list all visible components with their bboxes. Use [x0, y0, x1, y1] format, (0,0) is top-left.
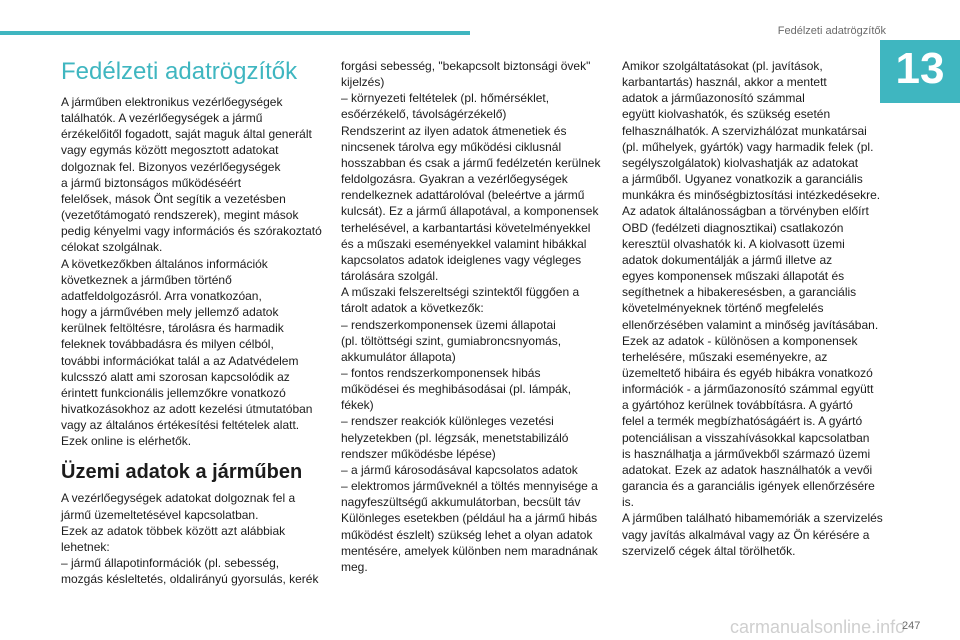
- text-line: egyes komponensek műszaki állapotát és: [622, 269, 845, 284]
- text-line: (pl. töltöttségi szint, gumiabroncsnyomás,: [341, 333, 562, 348]
- text-line: ellenőrzésében valamint a minőség javításában.: [622, 317, 879, 332]
- column-2: [341, 58, 604, 575]
- text-line: – rendszer reakciók különleges vezetési: [341, 414, 554, 429]
- text-line: felel a termék megbízhatóságáért is. A gyártó: [622, 414, 863, 429]
- text-line: terhelésére, műszaki eseményekre, az: [622, 349, 828, 364]
- text-line: helyzetekben (pl. légzsák, menetstabilizáló: [341, 430, 569, 445]
- text-line: meg.: [341, 559, 368, 574]
- column-1: [61, 58, 324, 587]
- text-line: feldolgozásra. Gyakran a vezérlőegységek: [341, 172, 568, 187]
- text-line: Amikor szolgáltatásokat (pl. javítások,: [622, 59, 823, 73]
- text-line: keresztül olvashatók ki. A kiolvasott üzemi: [622, 236, 845, 251]
- text-line: (pl. műhelyek, gyártók) vagy harmadik felek (pl.: [622, 139, 874, 154]
- text-line: – a jármű károsodásával kapcsolatos adatok: [341, 462, 578, 477]
- text-line: is.: [622, 495, 634, 510]
- text-line: fékek): [341, 398, 374, 413]
- text-line: segíthetnek a hibakeresésben, a garanciális: [622, 285, 857, 300]
- text-line: – rendszerkomponensek üzemi állapotai: [341, 317, 556, 332]
- text-line: működést észlelt) szükség lehet a olyan adatok: [341, 527, 593, 542]
- watermark: carmanualsonline.info: [730, 617, 906, 637]
- column-3: [622, 58, 887, 559]
- text-line: A következőkben általános információk: [61, 256, 268, 271]
- text-line: feleknek továbbadásra és milyen célból,: [61, 337, 274, 352]
- text-line: adatfeldolgozásról. Arra vonatkozóan,: [61, 288, 262, 303]
- text-line: akkumulátor állapota): [341, 349, 456, 364]
- text-line: segélyszolgálatok) kiolvashatják az adatokat: [622, 155, 859, 170]
- text-line: érintett funkcionális jellemzőkre vonatkozó: [61, 385, 286, 400]
- text-line: felhasználhatók. A szervizhálózat munkatársai: [622, 123, 867, 138]
- text-line: (vezetőtámogató rendszerek), megint mások: [61, 208, 299, 223]
- text-line: dolgoznak fel. Bizonyos vezérlőegységek: [61, 159, 281, 174]
- text-line: is használhatja a járművekből származó üzemi: [622, 446, 871, 461]
- text-line: OBD (fedélzeti diagnosztikai) csatlakozón: [622, 220, 844, 235]
- text-line: és a műszaki eseményekkel valamint hibákkal: [341, 236, 587, 251]
- text-line: – fontos rendszerkomponensek hibás: [341, 365, 541, 380]
- text-line: A vezérlőegységek adatokat dolgoznak fel a: [61, 491, 296, 506]
- text-line: szervizelő cégek által törölhetők.: [622, 543, 796, 558]
- text-line: követelményeknek történő megfelelés: [622, 301, 824, 316]
- text-line: kulcsszó alatt ami szorosan kapcsolódik az: [61, 369, 290, 384]
- text-line: karbantartás) használ, akkor a mentett: [622, 75, 827, 90]
- text-line: A járműben elektronikus vezérlőegységek: [61, 95, 283, 109]
- text-line: jármű üzemeltetésével kapcsolatban.: [61, 507, 259, 522]
- text-line: kapcsolatos adatok ideiglenes vagy végleges: [341, 252, 582, 267]
- text-line: Az adatok általánosságban a törvényben előírt: [622, 204, 869, 219]
- text-line: következnek a járműben történő: [61, 272, 232, 287]
- section-title: Üzemi adatok a járműben: [61, 461, 303, 484]
- column-1-section-body: [61, 490, 324, 587]
- column-2-body: [341, 58, 604, 575]
- text-line: mozgás késleltetés, oldalirányú gyorsulás, kerék: [61, 572, 319, 587]
- text-line: forgási sebesség, "bekapcsolt biztonsági övek": [341, 59, 591, 73]
- text-line: vagy egymás között megosztott adatokat: [61, 143, 279, 158]
- text-line: hogy a járművében mely jellemző adatok: [61, 305, 279, 320]
- text-line: célokat szolgálnak.: [61, 240, 163, 255]
- text-line: mentésére, amelyek különben nem maradnának: [341, 543, 598, 558]
- column-3-body: [622, 58, 887, 559]
- text-line: adatokat. Ezek az adatok használhatók a vevői: [622, 462, 873, 477]
- text-line: Ezek az adatok többek között azt alábbiak: [61, 523, 286, 538]
- text-line: a gyártóhoz kerülnek továbbításra. A gyártó: [622, 398, 853, 413]
- text-line: lehetnek:: [61, 539, 110, 554]
- text-line: együtt kiolvashatók, és szükség esetén: [622, 107, 831, 122]
- chapter-number-badge: 13: [880, 40, 960, 103]
- text-line: tárolt adatok a következők:: [341, 301, 484, 316]
- text-line: érzékelőitől fogadott, saját maguk által generált: [61, 127, 312, 142]
- text-line: A műszaki felszereltségi szintektől függően a: [341, 285, 580, 300]
- text-line: – környezeti feltételek (pl. hőmérséklet,: [341, 91, 550, 106]
- text-line: potenciálisan a visszahívásokkal kapcsolatban: [622, 430, 870, 445]
- text-line: nincsenek tárolva egy működési ciklusnál: [341, 139, 562, 154]
- text-line: felelősek, mások Önt segítik a vezetésben: [61, 191, 286, 206]
- column-1-body: [61, 94, 324, 449]
- text-line: kulcsát). Ez a jármű állapotával, a komponensek: [341, 204, 599, 219]
- text-line: vagy javítás alkalmával vagy az Ön kérésére a: [622, 527, 870, 542]
- text-line: találhatók. A vezérlőegységek a jármű: [61, 111, 263, 126]
- text-line: rendelkeznek adattárolóval (beleértve a jármű: [341, 188, 585, 203]
- text-line: Ezek az adatok - különösen a komponensek: [622, 333, 858, 348]
- text-line: esőérzékelő, távolságérzékelő): [341, 107, 507, 122]
- text-line: Ezek online is elérhetők.: [61, 434, 192, 449]
- text-line: vagy az általános értékesítési feltételek alatt.: [61, 418, 300, 433]
- text-line: Különleges esetekben (például ha a jármű hibás: [341, 511, 598, 526]
- text-line: Rendszerint az ilyen adatok átmenetiek és: [341, 123, 567, 138]
- running-head: Fedélzeti adatrögzítők: [777, 25, 886, 37]
- text-line: információk - a járműazonosító számmal együtt: [622, 382, 874, 397]
- text-line: nagyfeszültségű akkumulátorban, becsült táv: [341, 495, 581, 510]
- text-line: kijelzés): [341, 75, 385, 90]
- text-line: adatok dokumentálják a jármű illetve az: [622, 252, 833, 267]
- text-line: A járműben található hibamemóriák a szervizelés: [622, 511, 883, 526]
- page-title: Fedélzeti adatrögzítők: [61, 58, 298, 85]
- text-line: a jármű biztonságos működéséért: [61, 175, 242, 190]
- text-line: üzemeltető hibáira és egyéb hibákra vonatkozó: [622, 365, 873, 380]
- text-line: a járműből. Ugyanez vonatkozik a garanciális: [622, 172, 863, 187]
- text-line: – jármű állapotinformációk (pl. sebesség,: [61, 556, 280, 571]
- text-line: – elektromos járműveknél a töltés mennyisége a: [341, 479, 598, 494]
- text-line: adatok a járműazonosító számmal: [622, 91, 805, 106]
- text-line: tárolására szolgál.: [341, 269, 439, 284]
- text-line: pedig kényelmi vagy információs és szórakoztató: [61, 224, 322, 239]
- text-line: garancia és a garanciális igények ellenőrzésére: [622, 479, 875, 494]
- page-number: 247: [902, 620, 921, 632]
- text-line: rendszer működésbe lépése): [341, 446, 496, 461]
- text-line: hosszabban és csak a jármű fedélzetén kerülnek: [341, 155, 601, 170]
- text-line: további információkat talál a az Adatvédelem: [61, 353, 299, 368]
- text-line: terhelésével, a karbantartási követelményekkel: [341, 220, 591, 235]
- text-line: kerülnek feltöltésre, tárolásra és harmadik: [61, 321, 284, 336]
- text-line: munkákra és minőségbiztosítási intézkedésekre.: [622, 188, 881, 203]
- text-line: működései és meghibásodásai (pl. lámpák,: [341, 382, 572, 397]
- text-line: hivatkozásokhoz az adott kezelési útmutatóban: [61, 401, 313, 416]
